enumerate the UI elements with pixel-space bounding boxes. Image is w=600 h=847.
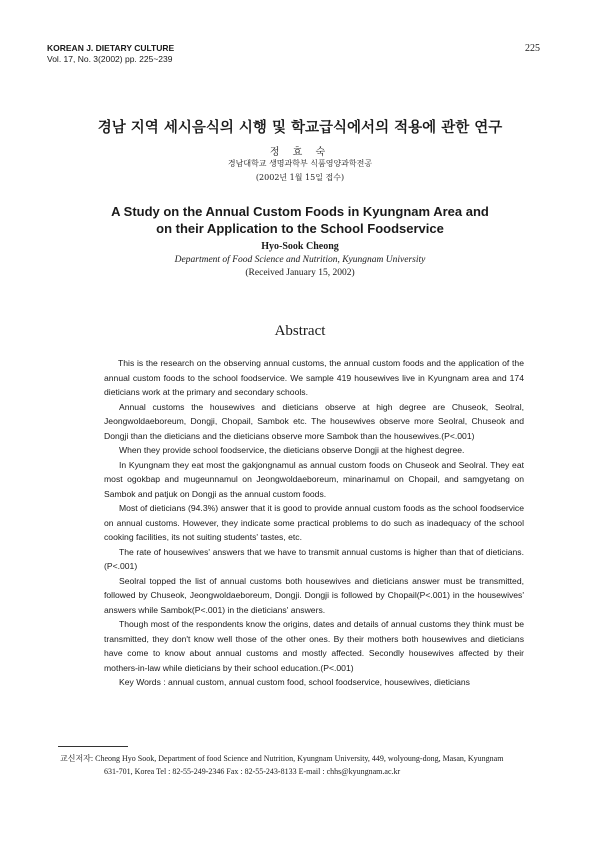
keywords bbox=[104, 675, 524, 690]
abstract-paragraph: The rate of housewives' answers that we have to transmit annual customs is higher than that of dieticians.(P<.001) bbox=[104, 546, 524, 571]
journal-name: KOREAN J. DIETARY CULTURE bbox=[47, 43, 175, 53]
english-affiliation: Department of Food Science and Nutrition, Kyungnam University bbox=[174, 255, 426, 265]
english-received-date: (Received January 15, 2002) bbox=[245, 268, 355, 278]
korean-title: 경남 지역 세시음식의 시행 및 학교급식에서의 적용에 관한 연구 bbox=[97, 120, 503, 136]
journal-volume: Vol. 17, No. 3(2002) pp. 225~239 bbox=[47, 54, 173, 64]
abstract-heading: Abstract bbox=[274, 323, 326, 339]
page-number: 225 bbox=[525, 43, 540, 54]
abstract-paragraph: In Kyungnam they eat most the gakjongnamul as annual custom foods on Chuseok and Seolral. They eat most ogokbap and mugeunnamul on Jeongwoldaeboreum, minarinamul on Chopail, and samgyetang on Sambok and patjuk on Dongji as the annual custom foods. bbox=[104, 459, 524, 499]
abstract-paragraph: Most of dieticians (94.3%) answer that it is good to provide annual custom foods as the school foodservice on annual customs. However, they indicate some practical problems to do such as inadequacy of the school cooking facilities, its not suiting students' tastes, etc. bbox=[104, 503, 524, 542]
korean-affiliation: 경남대학교 생명과학부 식품영양과학전공 bbox=[227, 159, 373, 168]
english-title-line1: A Study on the Annual Custom Foods in Kyungnam Area and bbox=[111, 204, 489, 219]
english-title-line2: on their Application to the School Foodservice bbox=[156, 221, 444, 236]
abstract-body bbox=[104, 356, 524, 690]
abstract-paragraph: When they provide school foodservice, the dieticians observe Dongji at the highest degree. bbox=[119, 445, 465, 455]
footnote-rule bbox=[58, 746, 128, 747]
abstract-paragraph: Seolral topped the list of annual customs both housewives and dieticians answer must be transmitted, followed by Chuseok, Jeongwoldaeboreum, Dongji. Dongji is followed by Chopail(P<.001) in the housewives' answers while Sambok(P<.001) in the dieticians' answers. bbox=[104, 575, 524, 615]
footnote-line1: 교신저자: Cheong Hyo Sook, Department of food Science and Nutrition, Kyungnam University, 449, wolyoung-dong, Masan, Kyungnam bbox=[60, 754, 504, 763]
abstract-paragraph: Though most of the respondents know the origins, dates and details of annual customs they think must be transmitted, they don't know well those of the other ones. By their mothers both housewives and dieticians have come to know about annual customs and mostly affected. Secondly housewives affected by their mothers-in-law while dieticians by their school education.(P<.001) bbox=[104, 619, 524, 673]
abstract-paragraph: Annual customs the housewives and dieticians observe at high degree are Chuseok, Seolral, Jeongwoldaeboreum, Dongji, Chopail, Sambok etc. The housewives observe more Seolral, Chuseok and Dongji than the dieticians and the dieticians observe more Sambok than the housewives.(P<.001) bbox=[104, 401, 524, 441]
footnote-line2: 631-701, Korea Tel : 82-55-249-2346 Fax : 82-55-243-8133 E-mail : chhs@kyungnam.ac.kr bbox=[104, 767, 401, 776]
keywords-label: Key Words : bbox=[119, 677, 166, 687]
keywords-list: annual custom, annual custom food, school foodservice, housewives, dieticians bbox=[168, 677, 470, 687]
corresponding-author-footnote bbox=[60, 752, 550, 778]
journal-header bbox=[47, 43, 174, 65]
korean-author: 정 효 숙 bbox=[269, 147, 331, 158]
abstract-paragraph: This is the research on the observing annual customs, the annual custom foods and the application of the annual custom foods to the school foodservice. We sample 419 housewives live in Kyungnam area and 174 dieticians work at the primary and secondary schools. bbox=[104, 358, 524, 397]
english-title bbox=[0, 203, 600, 237]
english-author: Hyo-Sook Cheong bbox=[261, 241, 339, 252]
korean-received-date: (2002년 1월 15일 접수) bbox=[255, 173, 345, 182]
